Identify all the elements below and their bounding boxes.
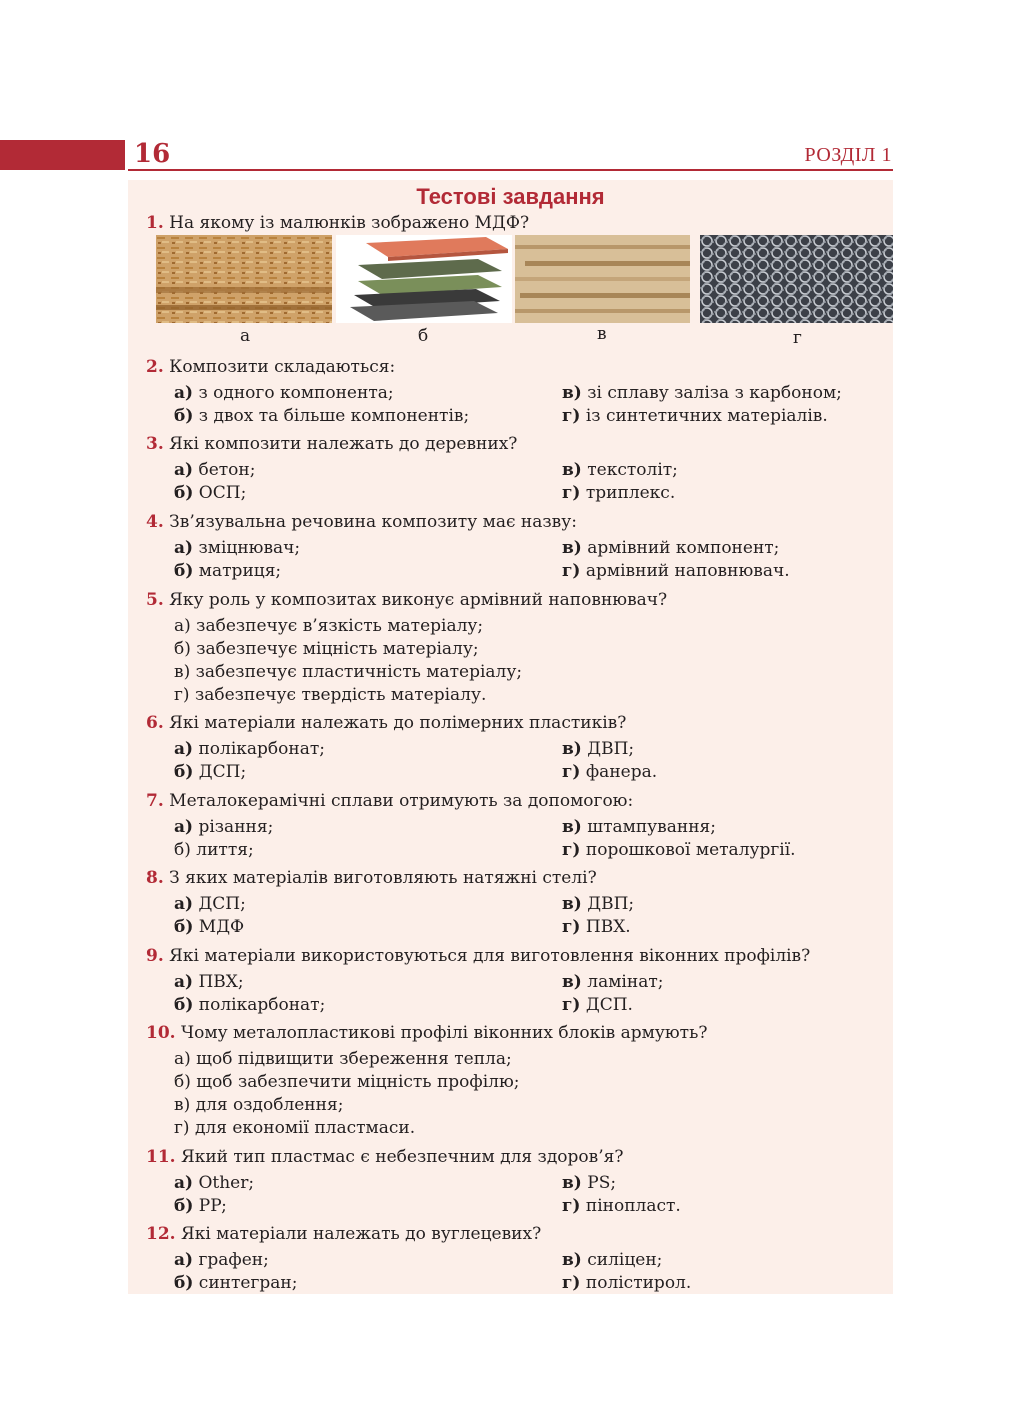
question-number: 5. (146, 590, 164, 610)
question-number: 10. (146, 1023, 176, 1043)
question-5 (146, 589, 667, 611)
question-number: 1. (146, 213, 164, 233)
option-a: а) полікарбонат; (174, 739, 325, 759)
layered-panels-image (336, 235, 512, 323)
option-c: в) ламінат; (562, 972, 664, 992)
option-a: а) зміцнювач; (174, 538, 301, 558)
question-number: 3. (146, 434, 164, 454)
question-11 (146, 1146, 623, 1168)
option-c: в) армівний компонент; (562, 538, 780, 558)
option-d: г) із синтетичних матеріалів. (562, 406, 828, 426)
question-text: З яких матеріалів виготовляють натяжні стелі? (169, 868, 597, 888)
panel-title: Тестові завдання (416, 184, 605, 209)
option-a: а) з одного компонента; (174, 383, 394, 403)
question-number: 2. (146, 357, 164, 377)
option-d: г) триплекс. (562, 483, 676, 503)
option-b: б) PP; (174, 1196, 227, 1216)
question-text: На якому із малюнків зображено МДФ? (169, 213, 530, 233)
option-d: г) полістирол. (562, 1273, 692, 1293)
option-a: а) забезпечує в’язкість матеріалу; (174, 616, 484, 636)
image-caption-a: а (240, 326, 251, 346)
question-2 (146, 356, 395, 378)
osb-board-image (156, 235, 332, 323)
option-b: б) з двох та більше компонентів; (174, 406, 470, 426)
question-number: 8. (146, 868, 164, 888)
option-b: б) щоб забезпечити міцність профілю; (174, 1072, 520, 1092)
image-caption-b: б (418, 326, 429, 346)
question-text: Які композити належать до деревних? (169, 434, 518, 454)
option-b: б) полікарбонат; (174, 995, 326, 1015)
option-d: г) фанера. (562, 762, 658, 782)
option-c: в) ДВП; (562, 894, 635, 914)
option-b: б) МДФ (174, 917, 245, 937)
image-caption-v: в (597, 324, 607, 344)
option-d: г) для економії пластмаси. (174, 1118, 416, 1138)
question-3 (146, 433, 517, 455)
question-number: 11. (146, 1147, 176, 1167)
question-number: 4. (146, 512, 164, 532)
plywood-sheets-image (515, 235, 690, 323)
question-7 (146, 790, 633, 812)
option-c: в) штампування; (562, 817, 716, 837)
question-text: Чому металопластикові профілі віконних блоків армують? (180, 1023, 708, 1043)
option-b: б) лиття; (174, 840, 254, 860)
option-d: г) армівний наповнювач. (562, 561, 790, 581)
option-d: г) пінопласт. (562, 1196, 681, 1216)
option-a: а) Other; (174, 1173, 255, 1193)
question-text: Які матеріали використовуються для виготовлення віконних профілів? (169, 946, 811, 966)
question-text: Який тип пластмас є небезпечним для здоров’я? (180, 1147, 624, 1167)
option-c: в) для оздоблення; (174, 1095, 344, 1115)
option-d: г) порошкової металургії. (562, 840, 796, 860)
option-a: а) бетон; (174, 460, 256, 480)
option-c: в) силіцен; (562, 1250, 663, 1270)
question-text: Які матеріали належать до вуглецевих? (180, 1224, 542, 1244)
option-b: б) ОСП; (174, 483, 247, 503)
question-number: 12. (146, 1224, 176, 1244)
question-number: 9. (146, 946, 164, 966)
question-number: 7. (146, 791, 164, 811)
question-text: Металокерамічні сплави отримують за допомогою: (169, 791, 634, 811)
question-1 (146, 212, 529, 234)
section-label: РОЗДІЛ 1 (804, 144, 892, 166)
option-b: б) синтегран; (174, 1273, 298, 1293)
option-b: б) матриця; (174, 561, 282, 581)
question-6 (146, 712, 626, 734)
question-12 (146, 1223, 541, 1245)
question-text: Які матеріали належать до полімерних пластиків? (169, 713, 627, 733)
option-d: г) ПВХ. (562, 917, 631, 937)
graphene-lattice-image (700, 235, 893, 323)
option-a: а) ПВХ; (174, 972, 244, 992)
option-a: а) ДСП; (174, 894, 246, 914)
option-c: в) текстоліт; (562, 460, 678, 480)
question-10 (146, 1022, 707, 1044)
question-text: Композити складаються: (169, 357, 396, 377)
question-number: 6. (146, 713, 164, 733)
option-a: а) графен; (174, 1250, 269, 1270)
question-4 (146, 511, 577, 533)
option-c: в) забезпечує пластичність матеріалу; (174, 662, 523, 682)
question-8 (146, 867, 597, 889)
question-text: Яку роль у композитах виконує армівний наповнювач? (169, 590, 668, 610)
question-9 (146, 945, 810, 967)
option-b: б) ДСП; (174, 762, 247, 782)
option-a: а) різання; (174, 817, 274, 837)
header-rule (128, 169, 893, 171)
header-accent-bar (0, 140, 125, 170)
option-c: в) зі сплаву заліза з карбоном; (562, 383, 842, 403)
image-caption-g: г (793, 328, 802, 348)
option-d: г) ДСП. (562, 995, 633, 1015)
question-text: Зв’язувальна речовина композиту має назву: (169, 512, 577, 532)
test-panel (128, 180, 893, 1294)
option-b: б) забезпечує міцність матеріалу; (174, 639, 479, 659)
option-d: г) забезпечує твердість матеріалу. (174, 685, 487, 705)
option-c: в) ДВП; (562, 739, 635, 759)
option-c: в) PS; (562, 1173, 617, 1193)
page-number: 16 (134, 139, 171, 169)
option-a: а) щоб підвищити збереження тепла; (174, 1049, 512, 1069)
